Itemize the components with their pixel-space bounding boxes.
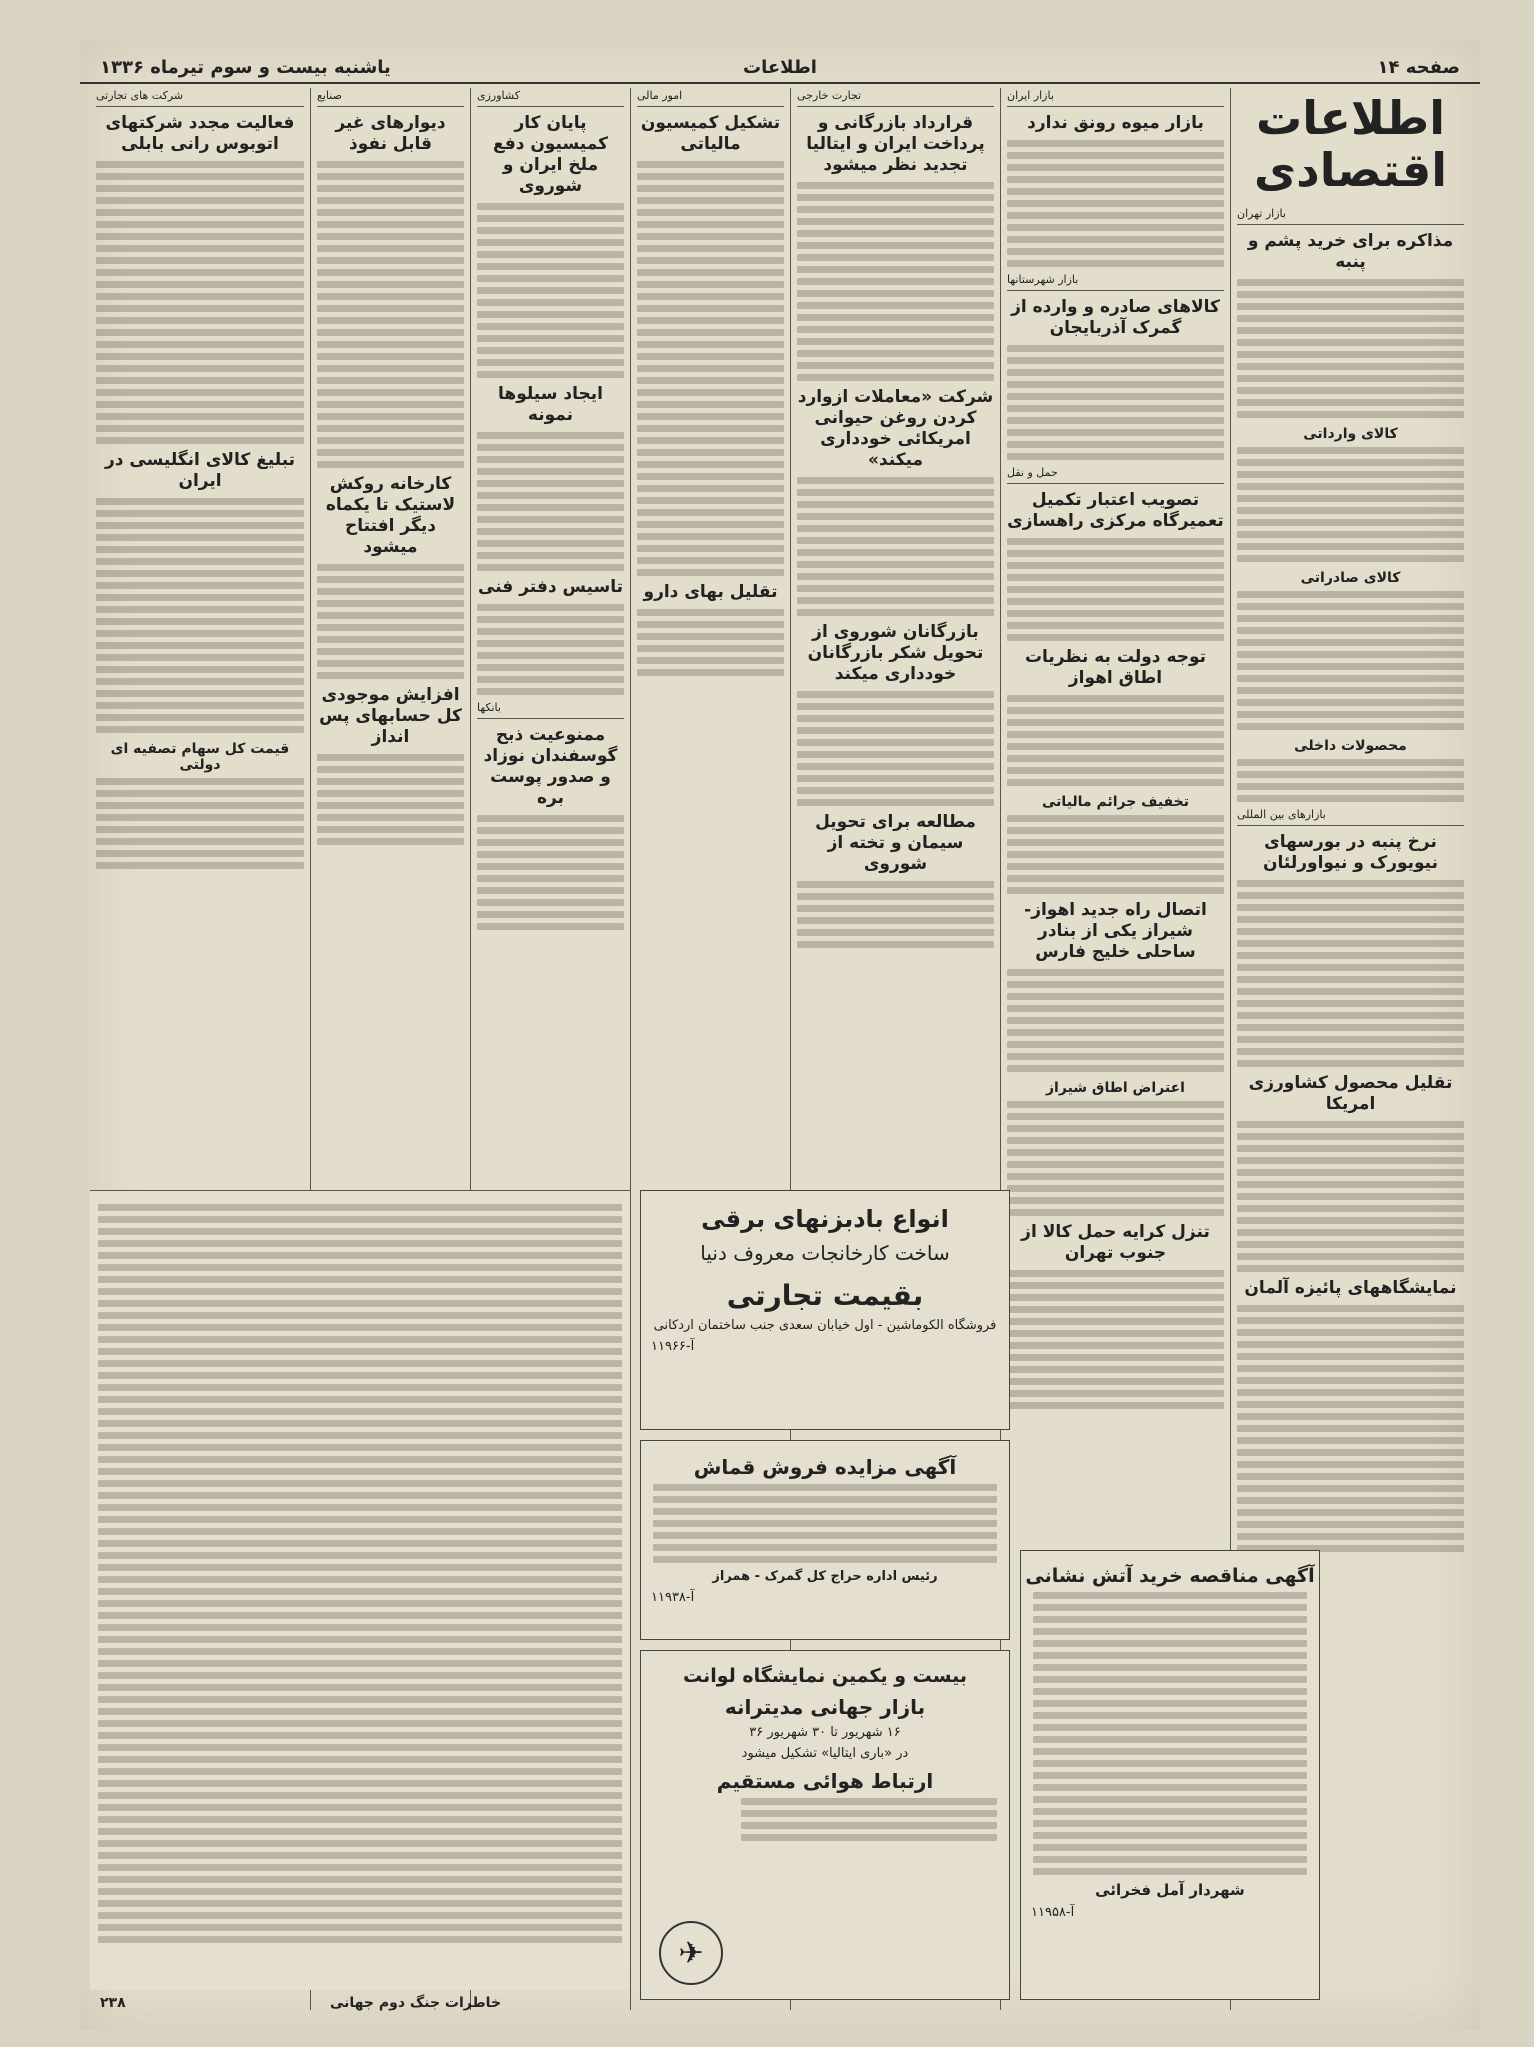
ad-store: فروشگاه الکوماشین - اول خیابان سعدی جنب ساختمان اردکانی <box>653 1318 997 1333</box>
ad-price: بقیمت تجارتی <box>726 1279 924 1312</box>
section-label: شرکت های تجارتی <box>96 88 304 107</box>
subheadline: اعتراض اطاق شیراز <box>1046 1080 1185 1096</box>
footer-headline: خاطرات جنگ دوم جهانی <box>330 1995 502 2011</box>
ad-code: آ-۱۱۹۶۶ <box>651 1339 695 1354</box>
ad-electric-fans <box>640 1190 1010 1430</box>
headline: تقلیل بهای دارو <box>643 582 778 602</box>
headline: توجه دولت به نظریات اطاق اهواز <box>1024 647 1207 688</box>
headline: تبلیغ کالای انگلیسی در ایران <box>104 450 296 491</box>
section-label: بازارهای بین المللی <box>1237 807 1464 826</box>
subheadline: قیمت کل سهام تصفیه ای دولتی <box>110 741 290 773</box>
page-header <box>80 52 1480 84</box>
section-label: بازار شهرستانها <box>1007 272 1224 291</box>
headline: نرخ پنبه در بورسهای نیویورک و نیواورلئان <box>1263 832 1438 873</box>
ad-flight: ارتباط هوائی مستقیم <box>716 1769 934 1793</box>
story-ww2-memoirs <box>90 1190 630 1990</box>
section-label: تجارت خارجی <box>797 88 994 107</box>
section-label: امور مالی <box>637 88 784 107</box>
ad-code: آ-۱۱۹۵۸ <box>1031 1905 1075 1920</box>
masthead-economic-news: اطلاعات اقتصادی <box>1253 91 1448 197</box>
subheadline: کالای صادراتی <box>1300 570 1401 586</box>
headline: پایان کار کمیسیون دفع ملخ ایران و شوروی <box>492 113 608 196</box>
newspaper-page <box>80 40 1480 2030</box>
ad-title: آگهی مناقصه خرید آتش نشانی <box>1025 1565 1315 1587</box>
ad-fire-tender <box>1020 1550 1320 2000</box>
headline: کالاهای صادره و وارده از گمرک آذربایجان <box>1011 297 1220 338</box>
headline: فعالیت مجدد شرکتهای اتوبوس رانی بابلی <box>105 113 295 154</box>
ad-title: بیست و یکمین نمایشگاه لوانت <box>682 1665 968 1687</box>
headline: مطالعه برای تحویل سیمان و تخته از شوروی <box>815 812 976 874</box>
footer-number: ۲۳۸ <box>100 1995 126 2011</box>
headline: ممنوعیت ذبح گوسفندان نوزاد و صدور پوست بره <box>483 725 618 808</box>
paper-name: اطلاعات <box>743 56 817 78</box>
section-label: کشاورزی <box>477 88 624 107</box>
headline: بازار میوه رونق ندارد <box>1027 113 1204 133</box>
headline: مذاکره برای خرید پشم و پنبه <box>1247 231 1454 272</box>
section-label: بازار تهران <box>1237 206 1464 225</box>
subheadline: کالای وارداتی <box>1303 426 1398 442</box>
headline: بازرگانان شوروی از تحویل شکر بازرگانان خودداری میکند <box>807 622 984 684</box>
headline: تصویب اعتبار تکمیل تعمیرگاه مرکزی راهسازی <box>1007 490 1224 531</box>
headline: شرکت «معاملات ازوارد کردن روغن حیوانی امریکائی خودداری میکند» <box>797 387 994 470</box>
ad-subtitle: ساخت کارخانجات معروف دنیا <box>700 1241 950 1265</box>
ad-signature: رئیس اداره حراج کل گمرک - همراز <box>712 1569 938 1584</box>
section-label: صنایع <box>317 88 464 107</box>
subheadline: تخفیف جرائم مالیاتی <box>1042 794 1189 810</box>
section-label: بانکها <box>477 700 624 719</box>
section-label: بازار ایران <box>1007 88 1224 107</box>
ad-location: در «باری ایتالیا» تشکیل میشود <box>741 1746 909 1761</box>
ad-code: آ-۱۱۹۳۸ <box>651 1590 695 1605</box>
ad-dates: ۱۶ شهریور تا ۳۰ شهریور ۳۶ <box>749 1725 901 1740</box>
ad-signature: شهردار آمل فخرائی <box>1095 1881 1245 1899</box>
headline: تقلیل محصول کشاورزی امریکا <box>1248 1073 1453 1114</box>
ad-auction <box>640 1440 1010 1640</box>
ad-title: آگهی مزایده فروش قماش <box>693 1455 957 1479</box>
ad-subtitle: بازار جهانی مدیترانه <box>724 1695 926 1719</box>
headline: ایجاد سیلوها نمونه <box>498 384 603 425</box>
issue-date: یاشنبه بیست و سوم تیرماه ۱۳۳۶ <box>100 56 391 78</box>
section-label: حمل و نقل <box>1007 465 1224 484</box>
headline: تنزل کرایه حمل کالا از جنوب تهران <box>1021 1222 1210 1263</box>
subheadline: محصولات داخلی <box>1294 738 1407 754</box>
headline: قرارداد بازرگانی و پرداخت ایران و ایتالیا تجدید نظر میشود <box>806 113 985 175</box>
headline: کارخانه روکش لاستیک تا یکماه دیگر افتتاح میشود <box>325 474 456 557</box>
headline: دیوارهای غیر قابل نفوذ <box>335 113 446 154</box>
airplane-logo-icon: ✈ <box>659 1921 723 1985</box>
ad-title: انواع بادبزنهای برقی <box>701 1205 949 1233</box>
page-number: صفحه ۱۴ <box>1377 56 1460 78</box>
ad-levant-fair <box>640 1650 1010 2000</box>
headline: تاسیس دفتر فنی <box>478 577 623 597</box>
headline: اتصال راه جدید اهواز-شیراز یکی از بنادر ساحلی خلیج فارس <box>1024 900 1207 962</box>
headline: نمایشگاههای پائیزه آلمان <box>1244 1278 1457 1298</box>
headline: تشکیل کمیسیون مالیاتی <box>640 113 781 154</box>
headline: افزایش موجودی کل حسابهای پس انداز <box>319 685 462 747</box>
